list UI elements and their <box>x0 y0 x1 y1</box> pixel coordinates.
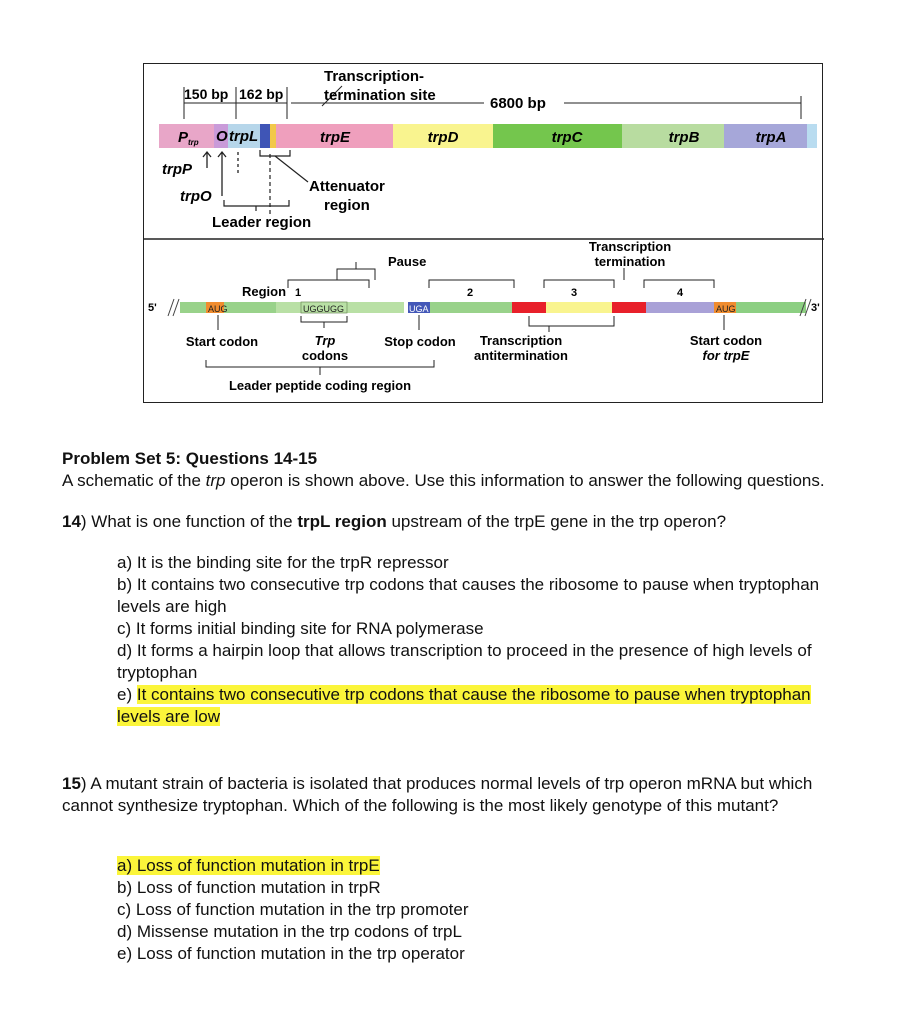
bp-6800-label: 6800 bp <box>490 95 546 112</box>
q15-option-e: e) Loss of function mutation in the trp operator <box>117 944 465 963</box>
termination-site-label-2: termination site <box>324 87 436 104</box>
q15-option-a-highlight: a) Loss of function mutation in trpE <box>117 856 380 875</box>
gene-label-trpB: trpB <box>668 129 700 146</box>
aug-start-text: AUG <box>208 304 228 314</box>
intro-post: operon is shown above. Use this information to answer the following questions. <box>225 471 825 490</box>
q15-option-d: d) Missense mutation in the trp codons of trpL <box>117 922 462 941</box>
trp-codons-label-2: codons <box>301 348 349 363</box>
q15-options <box>117 855 842 965</box>
q14-bold: trpL region <box>297 512 387 531</box>
region3-segment <box>546 302 612 313</box>
q14-number: 14 <box>62 512 81 531</box>
problem-set-text <box>62 448 842 965</box>
trp-operon-diagram <box>144 64 824 404</box>
attenuator-bracket <box>224 150 308 214</box>
trp-codons-label-1: Trp <box>314 333 336 348</box>
ptrp-main: P <box>178 129 189 146</box>
gene-label-trpE: trpE <box>320 129 350 146</box>
region-2-label: 2 <box>467 287 474 299</box>
termination-label-1: Transcription <box>588 239 672 254</box>
q14-options <box>117 552 842 728</box>
bp-150-label: 150 bp <box>184 86 229 102</box>
q15-option-c: c) Loss of function mutation in the trp promoter <box>117 900 469 919</box>
start-trpE-label-2: for trpE <box>702 348 750 363</box>
termination-site-label-1: Transcription- <box>324 68 425 85</box>
trpO-label: trpO <box>180 188 212 205</box>
attenuator-label-1: Attenuator <box>309 178 385 195</box>
aug-trpE-text: AUG <box>716 304 736 314</box>
q14-option-e-prefix: e) <box>117 685 137 704</box>
leader-region-label: Leader region <box>212 214 312 231</box>
question-14 <box>62 511 842 533</box>
intro-em: trp <box>205 471 226 490</box>
q14-option-c: c) It forms initial binding site for RNA polymerase <box>117 619 484 638</box>
tail-segment <box>807 124 817 148</box>
q14-option-e <box>117 684 842 728</box>
region-4-label: 4 <box>677 287 684 299</box>
attenuator-segment <box>260 124 270 148</box>
antitermination-label-2: antitermination <box>474 348 568 363</box>
gene-label-trpA: trpA <box>755 129 787 146</box>
trpl-label: trpL <box>229 128 259 145</box>
q14-pre: ) What is one function of the <box>80 512 298 531</box>
trp-operon-figure <box>143 63 823 403</box>
region2-lead-segment <box>430 302 512 313</box>
mrna-5prime-segment <box>180 302 276 313</box>
intro-pre: A schematic of the <box>62 471 206 490</box>
q15-text: ) A mutant strain of bacteria is isolated that produces normal levels of trp operon mRNA but which cannot synthesize tryptophan. Which of the following is the most likely genotype of this mutant? <box>62 774 813 815</box>
leader-peptide-label: Leader peptide coding region <box>228 378 412 393</box>
q14-option-a: a) It is the binding site for the trpR repressor <box>117 553 449 572</box>
intro-paragraph <box>62 470 842 492</box>
gene-label-trpD: trpD <box>427 129 459 146</box>
start-trpE-label-1: Start codon <box>689 333 763 348</box>
five-prime-label: 5' <box>148 302 157 314</box>
region-label: Region <box>242 284 287 299</box>
q14-option-b: b) It contains two consecutive trp codons that causes the ribosome to pause when tryptophan levels are high <box>117 575 820 616</box>
antitermination-label-1: Transcription <box>479 333 563 348</box>
gene-label-trpC: trpC <box>551 129 583 146</box>
problem-set-title: Problem Set 5: Questions 14-15 <box>62 449 318 468</box>
q14-post: upstream of the trpE gene in the trp operon? <box>386 512 727 531</box>
region4-segment <box>612 302 646 313</box>
three-prime-label: 3' <box>811 302 820 314</box>
trp-codon-text: UGGUGG <box>303 304 345 314</box>
pause-label: Pause <box>388 254 427 269</box>
trpP-label: trpP <box>162 161 192 178</box>
lower-brackets <box>206 315 724 375</box>
attenuator-end-segment <box>270 124 276 148</box>
operator-label: O <box>216 128 228 145</box>
termination-label-2: termination <box>594 254 666 269</box>
start-codon-label: Start codon <box>185 334 259 349</box>
bp-162-label: 162 bp <box>239 86 284 102</box>
q15-option-a <box>117 855 842 877</box>
ptrp-subscript: trp <box>188 138 199 147</box>
uga-stop-text: UGA <box>409 304 429 314</box>
attenuator-label-2: region <box>324 197 370 214</box>
question-15 <box>62 773 842 817</box>
mrna-bar <box>180 302 806 313</box>
q14-option-e-highlight: It contains two consecutive trp codons that cause the ribosome to pause when tryptophan levels are low <box>117 685 811 726</box>
stop-codon-label: Stop codon <box>384 334 456 349</box>
q15-number: 15 <box>62 774 81 793</box>
region-1-label: 1 <box>295 287 302 299</box>
q14-option-d: d) It forms a hairpin loop that allows transcription to proceed in the presence of high levels of tryptophan <box>117 641 812 682</box>
q15-option-b: b) Loss of function mutation in trpR <box>117 878 381 897</box>
region-3-label: 3 <box>571 287 578 299</box>
region2-segment <box>512 302 546 313</box>
terminator-segment <box>646 302 714 313</box>
